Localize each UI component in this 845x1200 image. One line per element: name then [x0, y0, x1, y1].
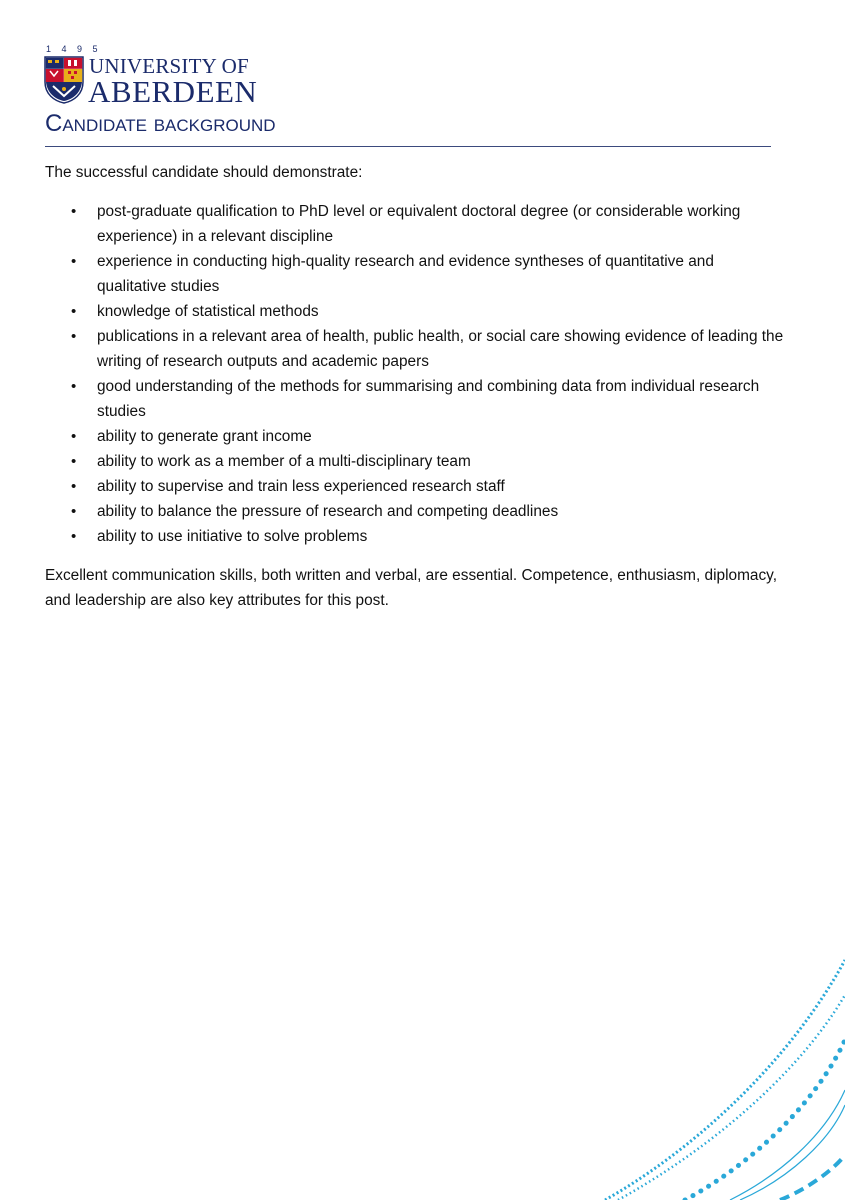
list-item — [45, 499, 785, 524]
list-item-text: knowledge of statistical methods — [97, 303, 319, 320]
bullet-icon: • — [71, 303, 77, 320]
bullet-icon: • — [71, 503, 77, 520]
document-body — [45, 160, 785, 613]
list-item-text: good understanding of the methods for summarising and combining data from individual research studies — [97, 378, 760, 420]
list-item — [45, 424, 785, 449]
list-item-text: ability to balance the pressure of research and competing deadlines — [97, 503, 559, 520]
bullet-icon: • — [71, 428, 77, 445]
list-item-text: publications in a relevant area of health, public health, or social care showing evidence of leading the writing of research outputs and academic papers — [97, 328, 784, 370]
bullet-icon: • — [71, 253, 77, 270]
logo-year: 1 4 9 5 — [46, 44, 102, 54]
list-item-text: post-graduate qualification to PhD level or equivalent doctoral degree (or considerable working experience) in a relevant discipline — [97, 203, 741, 245]
requirements-list — [45, 199, 785, 549]
closing-paragraph: Excellent communication skills, both written and verbal, are essential. Competence, enthusiasm, diplomacy, and leadership are also key attributes for this post. — [45, 567, 777, 609]
list-item — [45, 449, 785, 474]
list-item — [45, 299, 785, 324]
bullet-icon: • — [71, 203, 77, 220]
intro-paragraph: The successful candidate should demonstrate: — [45, 164, 363, 181]
bullet-icon: • — [71, 528, 77, 545]
list-item — [45, 199, 785, 249]
list-item-text: ability to supervise and train less experienced research staff — [97, 478, 505, 495]
bullet-icon: • — [71, 328, 77, 345]
list-item — [45, 249, 785, 299]
university-crest-icon — [44, 56, 84, 104]
list-item-text: ability to use initiative to solve problems — [97, 528, 368, 545]
decorative-swirl-lines — [590, 940, 845, 1200]
logo-university-of: UNIVERSITY OF — [89, 54, 249, 78]
title-divider — [45, 146, 771, 147]
list-item-text: experience in conducting high-quality research and evidence syntheses of quantitative and qualitative studies — [97, 253, 714, 295]
bullet-icon: • — [71, 478, 77, 495]
list-item — [45, 324, 785, 374]
bullet-icon: • — [71, 378, 77, 395]
list-item — [45, 374, 785, 424]
list-item-text: ability to work as a member of a multi-disciplinary team — [97, 453, 471, 470]
bullet-icon: • — [71, 453, 77, 470]
list-item — [45, 474, 785, 499]
list-item-text: ability to generate grant income — [97, 428, 312, 445]
page-title: Candidate background — [45, 110, 276, 137]
university-logo — [44, 44, 258, 109]
logo-aberdeen: ABERDEEN — [88, 74, 258, 109]
list-item — [45, 524, 785, 549]
